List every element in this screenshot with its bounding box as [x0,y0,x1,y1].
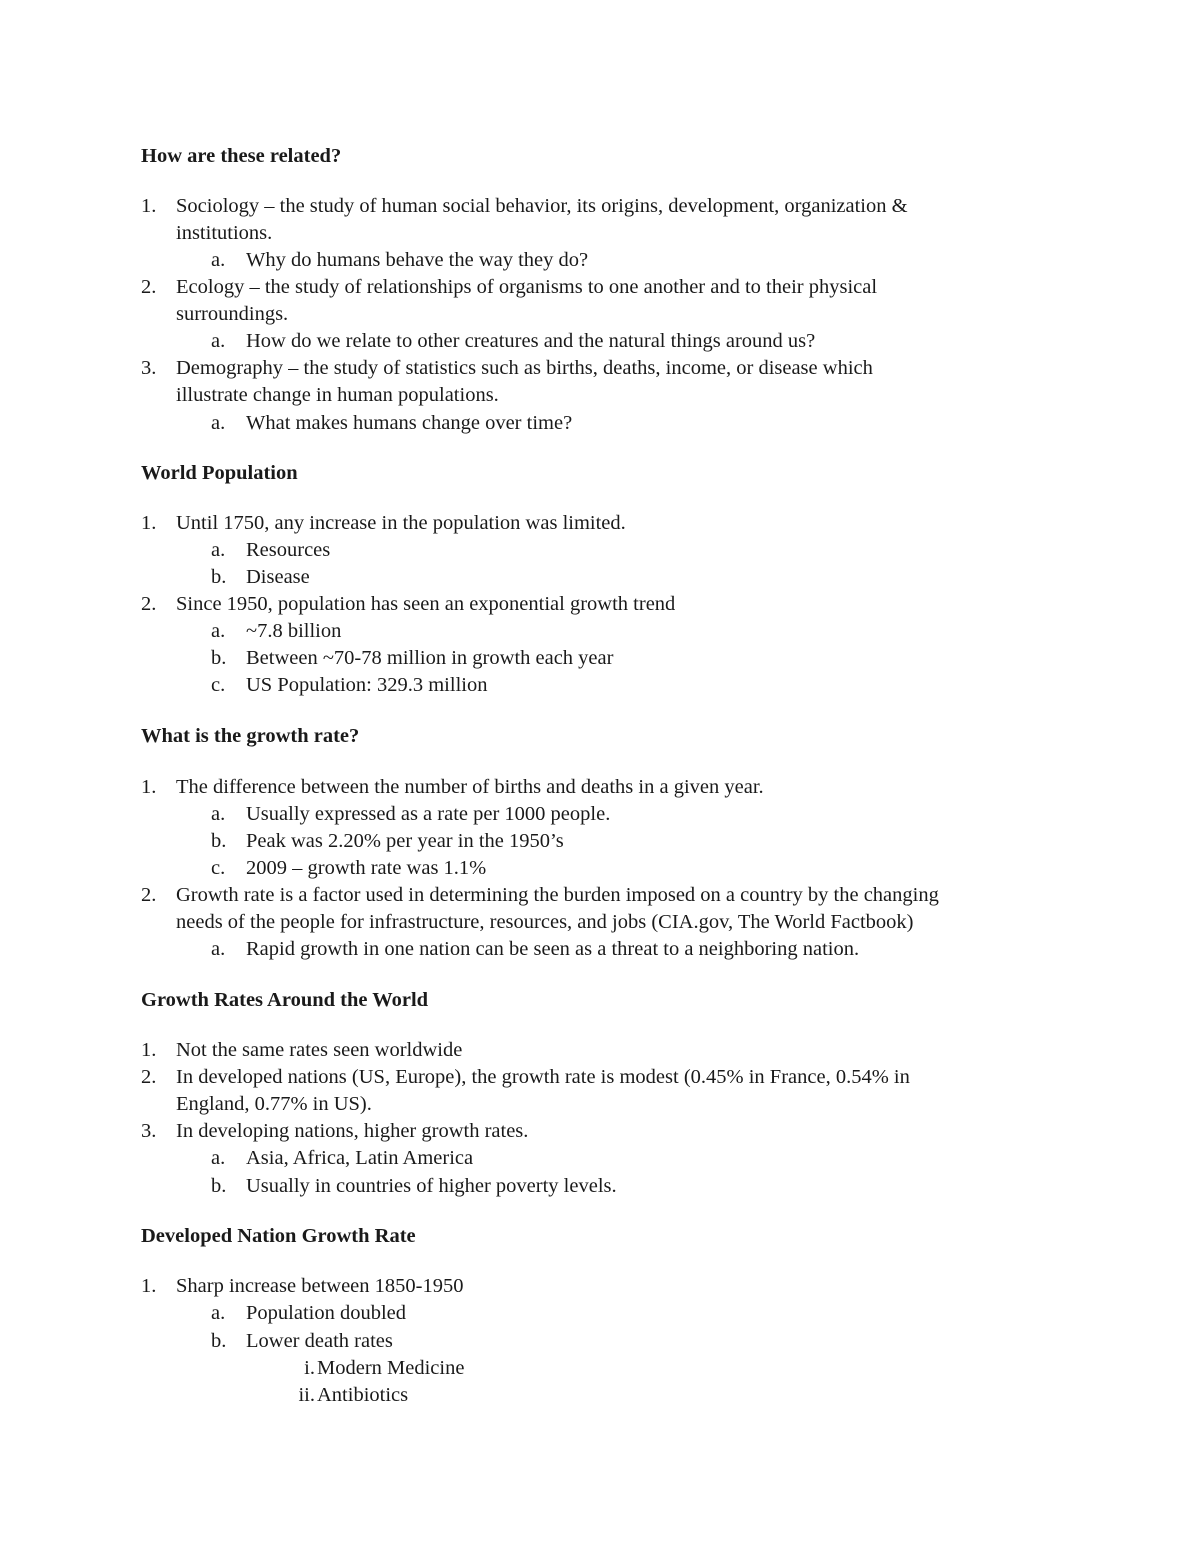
list-number: 1. [141,512,157,534]
sublist-letter: b. [211,647,227,669]
sublist-letter: b. [211,1330,227,1352]
list-item-text: institutions. [176,222,273,244]
list-item-text: England, 0.77% in US). [176,1093,372,1115]
list-item-text: In developed nations (US, Europe), the growth rate is modest (0.45% in France, 0.54% in [176,1066,910,1088]
sublist-item-text: Peak was 2.20% per year in the 1950’s [246,830,564,852]
sublist-item-text: Resources [246,539,331,561]
sublist-letter: a. [211,412,226,434]
sublist-letter: c. [211,674,226,696]
list-number: 2. [141,276,157,298]
list-number: 1. [141,1039,157,1061]
sublist-item-text: Asia, Africa, Latin America [246,1147,474,1169]
list-number: 1. [141,195,157,217]
sublist-item-text: Rapid growth in one nation can be seen as a threat to a neighboring nation. [246,938,860,960]
nested-item-text: Antibiotics [317,1384,409,1406]
list-number: 1. [141,1275,157,1297]
list-number: 2. [141,1066,157,1088]
list-item-text: Sharp increase between 1850-1950 [176,1275,464,1297]
sublist-letter: b. [211,830,227,852]
section-heading: World Population [141,462,298,484]
section-heading: What is the growth rate? [141,725,360,747]
sublist-letter: b. [211,1175,227,1197]
section-heading: Developed Nation Growth Rate [141,1225,416,1247]
sublist-item-text: Lower death rates [246,1330,393,1352]
list-item-text: Sociology – the study of human social behavior, its origins, development, organization & [176,195,908,217]
roman-numeral: i. [304,1357,315,1379]
sublist-item-text: Usually in countries of higher poverty levels. [246,1175,617,1197]
list-item-text: Demography – the study of statistics such as births, deaths, income, or disease which [176,357,873,379]
list-item-text: Growth rate is a factor used in determining the burden imposed on a country by the changing [176,884,939,906]
section-heading: How are these related? [141,145,342,167]
sublist-letter: a. [211,938,226,960]
sublist-letter: a. [211,539,226,561]
sublist-item-text: What makes humans change over time? [246,412,573,434]
sublist-letter: a. [211,620,226,642]
sublist-letter: b. [211,566,227,588]
sublist-item-text: 2009 – growth rate was 1.1% [246,857,487,879]
section-heading: Growth Rates Around the World [141,989,429,1011]
list-number: 2. [141,593,157,615]
list-item-text: needs of the people for infrastructure, resources, and jobs (CIA.gov, The World Factbook) [176,911,914,933]
sublist-item-text: US Population: 329.3 million [246,674,488,696]
list-number: 3. [141,357,157,379]
sublist-letter: a. [211,249,226,271]
list-number: 2. [141,884,157,906]
roman-numeral: ii. [298,1384,315,1406]
sublist-item-text: Disease [246,566,310,588]
list-item-text: Until 1750, any increase in the population was limited. [176,512,626,534]
list-number: 1. [141,776,157,798]
sublist-letter: a. [211,1302,226,1324]
list-item-text: The difference between the number of births and deaths in a given year. [176,776,764,798]
nested-item-text: Modern Medicine [317,1357,465,1379]
sublist-letter: c. [211,857,226,879]
list-item-text: surroundings. [176,303,289,325]
sublist-letter: a. [211,330,226,352]
list-item-text: In developing nations, higher growth rates. [176,1120,529,1142]
list-item-text: Ecology – the study of relationships of organisms to one another and to their physical [176,276,878,298]
list-item-text: illustrate change in human populations. [176,384,499,406]
sublist-letter: a. [211,1147,226,1169]
sublist-item-text: ~7.8 billion [246,620,342,642]
sublist-item-text: How do we relate to other creatures and the natural things around us? [246,330,816,352]
list-item-text: Not the same rates seen worldwide [176,1039,463,1061]
sublist-item-text: Between ~70-78 million in growth each year [246,647,614,669]
list-item-text: Since 1950, population has seen an exponential growth trend [176,593,676,615]
sublist-item-text: Usually expressed as a rate per 1000 people. [246,803,611,825]
sublist-item-text: Why do humans behave the way they do? [246,249,589,271]
list-number: 3. [141,1120,157,1142]
sublist-item-text: Population doubled [246,1302,407,1324]
sublist-letter: a. [211,803,226,825]
